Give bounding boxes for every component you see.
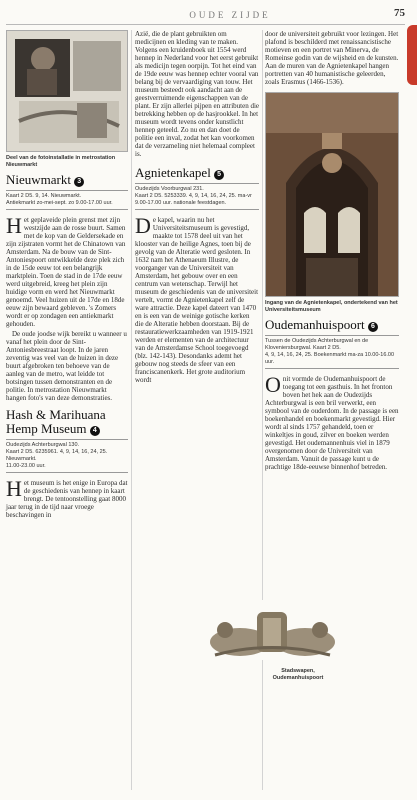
column-3: [265, 30, 399, 471]
drop-cap: H: [6, 213, 22, 238]
body-text: Het museum is het enige in Europa dat de geschiedenis van hennep in kaart brengt. De tentoonstelling gaat 8000 jaar terug in de tijd naar vroege beschavingen in: [6, 476, 128, 519]
info-box-agnietenkapel: [135, 183, 259, 210]
column-2: [135, 30, 259, 616]
photo-metro-installation: [6, 30, 128, 152]
section-tab: [407, 25, 417, 85]
info-line: Kaart 2 D5. 9, 14. Nieuwmarkt.: [6, 193, 82, 199]
page-number: 75: [394, 7, 405, 19]
section-number: 5: [214, 170, 224, 180]
section-number: 6: [368, 322, 378, 332]
info-box-hemp: [6, 439, 128, 473]
photo-caption: Ingang van de Agnietenkapel, ondertekend van het Universiteitsmuseum: [265, 300, 398, 313]
info-box-oudemanhuispoort: [265, 335, 399, 369]
body-text: Onit vormde de Oudemanhuispoort de toegang tot een gasthuis. In het fronton boven het hek aan de Oudezijds Achterburgwal is een bril verwerkt, een symbool van de ouderdom. In de passage is een boekenhandel en boekenmarkt gevestigd. Hier wordt al sinds 1757 gehandeld, toen er winkeltjes in goud, zilver en boeken werden gevestigd. Het oudemannenhuis viel in 1879 overgenomen door de Universiteit van Amsterdam. Vanuit de passage kunt u de prachtige 18de-eeuwse binnenhof betreden.: [265, 372, 399, 471]
section-title-nieuwmarkt: Nieuwmarkt 3: [6, 173, 128, 187]
info-line: Tussen de Oudezijds Achterburgwal en de Kloveniersburgwal. Kaart 2 D5.: [265, 338, 369, 351]
section-title-oudemanhuispoort: Oudemanhuispoort 6: [265, 318, 399, 332]
photo-caption: Stadswapen, Oudemanhuispoort: [272, 668, 324, 681]
body-text: door de universiteit gebruikt voor lezingen. Het plafond is beschilderd met renaissancistische motieven en een portret van Minerva, de Romeinse godin van de wijsheid en de kunsten. Aan de muren van de Agnietenkapel hangen portretten van 40 humanistische geleerden, zoals Erasmus (1466-1536).: [265, 30, 399, 86]
photo-agnietenkapel-gate: [265, 92, 399, 297]
info-line: Kaart 2 D5. 6235961. 4, 9, 14, 16, 24, 25. Nieuwmarkt.: [6, 449, 108, 462]
section-number: 3: [74, 177, 84, 187]
column-divider: [131, 30, 132, 790]
info-box-nieuwmarkt: [6, 190, 128, 210]
body-text: De oude joodse wijk bereikt u wanneer u vanaf het plein door de Sint-Antoniesbreestraat loopt. In de jaren zeventig was veel van de huizen in deze buurt afgebroken ten behoeve van de aanleg van de metro, wat leidde tot botsingen tussen demonstranten en de politie. In metrostation Nieuwmarkt hangen foto's van deze demonstraties.: [6, 330, 127, 402]
drop-cap: H: [6, 476, 22, 501]
photo-content: [266, 93, 398, 296]
relief-sculpture: [205, 600, 340, 660]
photo-city-coat-of-arms: [205, 600, 340, 660]
column-1: [6, 30, 128, 519]
info-line: Oudezijds Achterburgwal 130.: [6, 442, 80, 448]
drop-cap: O: [265, 372, 281, 397]
header-rule: [6, 24, 405, 25]
info-line: Oudezijds Voorburgwal 231.: [135, 186, 204, 192]
photo-content: [7, 31, 127, 151]
info-line: 4, 9, 14, 16, 24, 25. Boekenmarkt ma-za 10.00-16.00 uur.: [265, 352, 395, 365]
info-line: 11.00-23.00 uur.: [6, 463, 46, 469]
photo-caption: Deel van de fotoinstallatie in metrostation Nieuwmarkt: [6, 155, 116, 168]
body-text: Azië, die de plant gebruikten om medicijnen en kleding van te maken. Volgens een kruidenboek uit 1554 werd hennep in Nederland voor het eerst gebruikt als medicijn tegen oorpijn. Tot het eind van de 19de eeuw was hennep echter vooral van belang bij de vervaardiging van touw. Het museum besteedt ook aandacht aan de geestverruimende eigenschappen van de plant. Er zijn allerlei pijpen en attributen die betrekking hebben op de hasjrookkel. In het museum wordt tevens onder kunstlicht hennep geteeld. Zo nu en dan doet de politie een inval, zodat het kan voorkomen dat de verzameling niet helemaal compleet is.: [135, 30, 260, 158]
info-line: Kaart 2 D5. 5253339. 4, 9, 14, 16, 24, 25. ma-vr 9.00-17.00 uur. nationale feestdagen.: [135, 193, 252, 206]
section-number: 4: [90, 426, 100, 436]
running-header: OUDE ZIJDE: [189, 10, 271, 20]
info-line: Antiekmarkt zo-mei-sept. zo 9.00-17.00 uur.: [6, 200, 113, 206]
section-title-hemp-museum: Hash & Marihuana Hemp Museum 4: [6, 407, 106, 436]
section-title-agnietenkapel: Agnietenkapel 5: [135, 166, 259, 180]
body-text: Het geplaveide plein grenst met zijn westzijde aan de rosse buurt. Samen met de kop van de Geldersekade en zijn zijstraten vormt het de Chinatown van Amsterdam. Na de bouw van de Sint-Antoniespoort ontwikkelde deze plek zich in de 15de eeuw tot een belangrijk marktplein. Toen de stad in de 17de eeuw werd uitgebreid, kreeg het plein zijn huidige vorm en werd het Nieuwmarkt genoemd. Veel huizen uit de 17de en 18de eeuw zijn bewaard gebleven. 's Zomers wordt er op zondagen een antiekmarkt gehouden.: [6, 213, 126, 328]
body-text: De kapel, waarin nu het Universiteitsmuseum is gevestigd, maakte tot 1578 deel uit van het klooster van de heilige Agnes, toen bij de gevolg van de Alteratie werd gesloten. In 1632 nam het Athenaeum Illustre, de voorganger van de Universiteit van Amsterdam, het gebouw over en een centrum van wetenschap. Terwijl het museum de geschiedenis van de universiteit vertelt, vormt de Agnietenkapel zelf de ware attractie. Deze kapel dateert van 1470 en is een van de weinige gotische kerken die de Alteratie hebben doorstaan. Bij de restauratiewerkzaamheden van 1919-1921 werden er elementen van de architectuur van de Amsterdamse School toegevoegd (blz. 142-143). Desondanks ademt het gebouw nog steeds de sfeer van een franciscanenkerk. Het grote auditorium wordt: [135, 213, 259, 384]
drop-cap: D: [135, 213, 151, 238]
